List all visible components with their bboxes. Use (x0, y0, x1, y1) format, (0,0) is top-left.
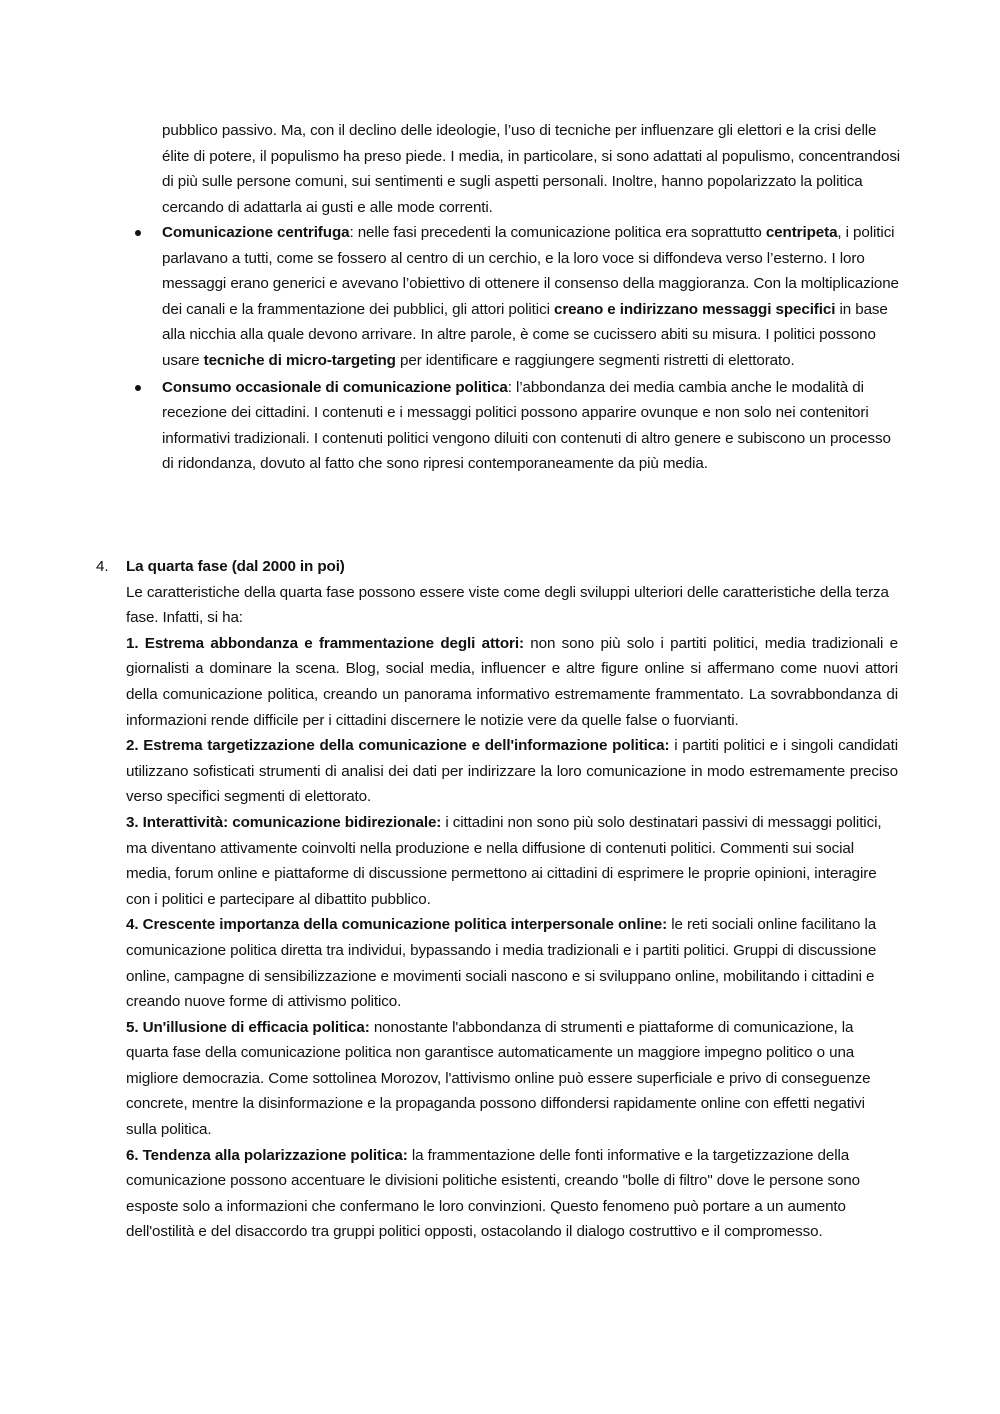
item-text: i partiti politici e i singoli candidati utilizzano sofisticati strumenti di analisi dei dati per indirizzare la loro comunicazione in modo estremamente preciso verso specifici segmenti di elettorato. (126, 737, 898, 806)
item-title: 3. Interattività: comunicazione bidirezionale: (126, 813, 442, 831)
item-title: 2. Estrema targetizzazione della comunicazione e dell'informazione politica: (126, 737, 670, 755)
bullet-bold: creano e indirizzano messaggi specifici (553, 300, 836, 318)
list-item (126, 631, 898, 733)
list-item (126, 733, 898, 810)
section-number: 4. (96, 558, 109, 575)
bullet-dot-icon (135, 385, 141, 391)
bullet-dot-icon (135, 230, 141, 236)
bullet-text: : nelle fasi precedenti la comunicazione politica era soprattutto (349, 224, 766, 241)
bullet-bold: centripeta (765, 224, 838, 241)
section-body (126, 580, 898, 1245)
item-text: nonostante l'abbondanza di strumenti e piattaforme di comunicazione, la quarta fase della comunicazione politica non garantisce automaticamente un maggiore impegno politico o una migliore democrazia. Come sottolinea Morozov, l'attivismo online può essere superficiale e privo di conseguenze concrete, mentre la disinformazione e la propaganda possono diffondersi rapidamente online con effetti negativi sulla politica. (126, 1018, 871, 1139)
bullet-bold: tecniche di micro-targeting (203, 351, 396, 369)
section-heading (96, 554, 906, 580)
item-title: 6. Tendenza alla polarizzazione politica: (126, 1146, 408, 1164)
bullet-text: : l’abbondanza dei media cambia anche le modalità di recezione dei cittadini. I contenuti e i messaggi politici possono apparire ovunque e non solo nei contenitori informativi tradizionali. I contenuti politici vengono diluiti con contenuti di altro genere e subiscono un processo di ridondanza, dovuto al fatto che sono ripresi contemporaneamente da più media. (162, 378, 891, 473)
section-title: La quarta fase (dal 2000 in poi) (126, 558, 345, 575)
bullet-title: Comunicazione centrifuga (162, 224, 350, 241)
item-text: i cittadini non sono più solo destinatari passivi di messaggi politici, ma diventano attivamente coinvolti nella produzione e nella diffusione di contenuti politici. Commenti sui social media, forum online e piattaforme di discussione permettono ai cittadini di esprimere le proprie opinioni, interagire con i politici e partecipare al dibattito pubblico. (126, 813, 882, 908)
list-item (162, 375, 902, 477)
bullet-title: Consumo occasionale di comunicazione politica (162, 378, 508, 396)
list-item (162, 220, 902, 374)
item-title: 1. Estrema abbondanza e frammentazione degli attori: (126, 634, 524, 652)
list-item (126, 810, 898, 912)
item-text: le reti sociali online facilitano la comunicazione politica diretta tra individui, bypassando i media tradizionali e i partiti politici. Gruppi di discussione online, campagne di sensibilizzazione e movimenti sociali nascono e si sviluppano online, mobilitando i cittadini e creando nuove forme di attivismo politico. (126, 916, 877, 1011)
continuation-paragraph: pubblico passivo. Ma, con il declino delle ideologie, l’uso di tecniche per influenzare gli elettori e la crisi delle élite di potere, il populismo ha preso piede. I media, in particolare, si sono adattati al populismo, concentrandosi di più sulle persone comuni, sui sentimenti e sugli aspetti personali. Inoltre, hanno popolarizzato la politica cercando di adattarla ai gusti e alle mode correnti. (162, 122, 901, 216)
list-item (126, 1143, 898, 1245)
bullet-text: in base alla nicchia alla quale devono arrivare. In altre parole, è come se cucissero abiti su misura. I politici possono usare (162, 300, 888, 369)
item-title: 4. Crescente importanza della comunicazione politica interpersonale online: (126, 916, 668, 934)
item-text: la frammentazione delle fonti informative e la targetizzazione della comunicazione possono accentuare le divisioni politiche esistenti, creando "bolle di filtro" dove le persone sono esposte solo a informazioni che confermano le loro convinzioni. Questo fenomeno può portare a un aumento dell'ostilità e del disaccordo tra gruppi politici opposti, ostacolando il dialogo costruttivo e il compromesso. (126, 1146, 860, 1241)
section-intro: Le caratteristiche della quarta fase possono essere viste come degli sviluppi ulteriori delle caratteristiche della terza fase. Infatti, si ha: (126, 583, 889, 627)
bullet-text: , i politici parlavano a tutti, come se fossero al centro di un cerchio, e la loro voce si diffondeva verso l’esterno. I loro messaggi erano generici e avevano l’obiettivo di ottenere il consenso della maggioranza. Con la moltiplicazione dei canali e la frammentazione dei pubblici, gli attori politici (162, 224, 899, 318)
list-item (126, 912, 898, 1014)
item-text: non sono più solo i partiti politici, media tradizionali e giornalisti a dominare la scena. Blog, social media, influencer e altre figure online si affermano come nuovi attori della comunicazione politica, creando un panorama informativo estremamente frammentato. La sovrabbondanza di informazioni rende difficile per i cittadini discernere le notizie vere da quelle false o fuorvianti. (126, 634, 898, 729)
bullet-list (162, 220, 902, 478)
section-4 (96, 554, 906, 1245)
bullet-text: per identificare e raggiungere segmenti ristretti di elettorato. (395, 351, 795, 369)
item-title: 5. Un'illusione di efficacia politica: (126, 1018, 370, 1036)
list-item (126, 1015, 898, 1143)
